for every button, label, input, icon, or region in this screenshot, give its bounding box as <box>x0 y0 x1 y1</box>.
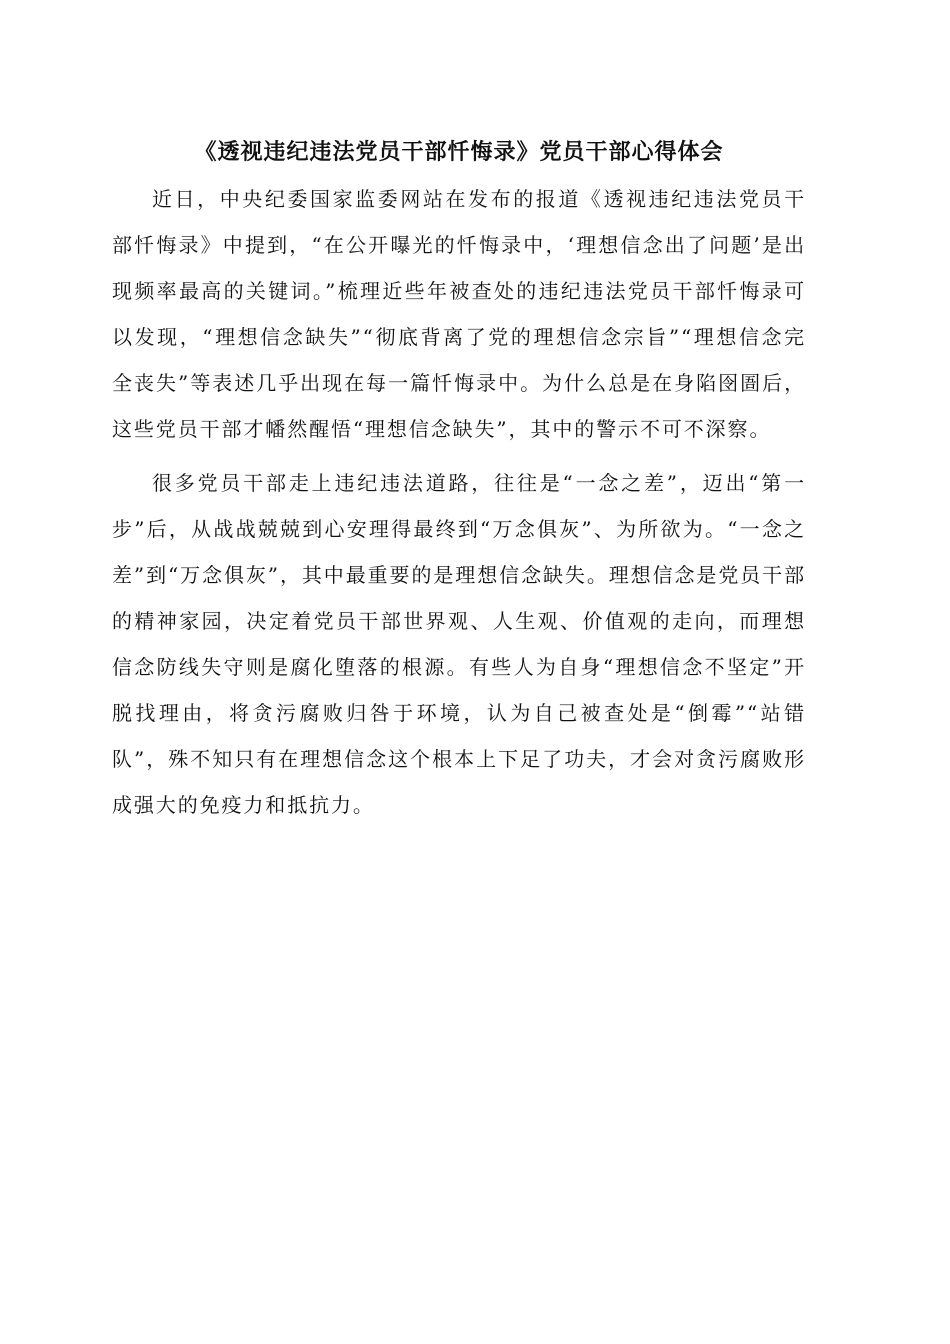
document-title: 《透视违纪违法党员干部忏悔录》党员干部心得体会 <box>194 139 724 165</box>
paragraph-2: 很多党员干部走上违纪违法道路，往往是“一念之差”，迈出“第一步”后，从战战兢兢到心安理得最终到“万念俱灰”、为所欲为。“一念之差”到“万念俱灰”，其中最重要的是理想信念缺失。理想信念是党员干部的精神家园，决定着党员干部世界观、人生观、价值观的走向，而理想信念防线失守则是腐化堕落的根源。有些人为自身“理想信念不坚定”开脱找理由，将贪污腐败归咎于环境，认为自己被查处是“倒霉”“站错队”，殊不知只有在理想信念这个根本上下足了功夫，才会对贪污腐败形成强大的免疫力和抵抗力。 <box>112 471 806 817</box>
document-body <box>112 130 806 828</box>
paragraph-1: 近日，中央纪委国家监委网站在发布的报道《透视违纪违法党员干部忏悔录》中提到，“在公开曝光的忏悔录中，‘理想信念出了问题’是出现频率最高的关键词。”梳理近些年被查处的违纪违法党员干部忏悔录可以发现，“理想信念缺失”“彻底背离了党的理想信念宗旨”“理想信念完全丧失”等表述几乎出现在每一篇忏悔录中。为什么总是在身陷囹圄后，这些党员干部才幡然醒悟“理想信念缺失”，其中的警示不可不深察。 <box>112 187 806 441</box>
